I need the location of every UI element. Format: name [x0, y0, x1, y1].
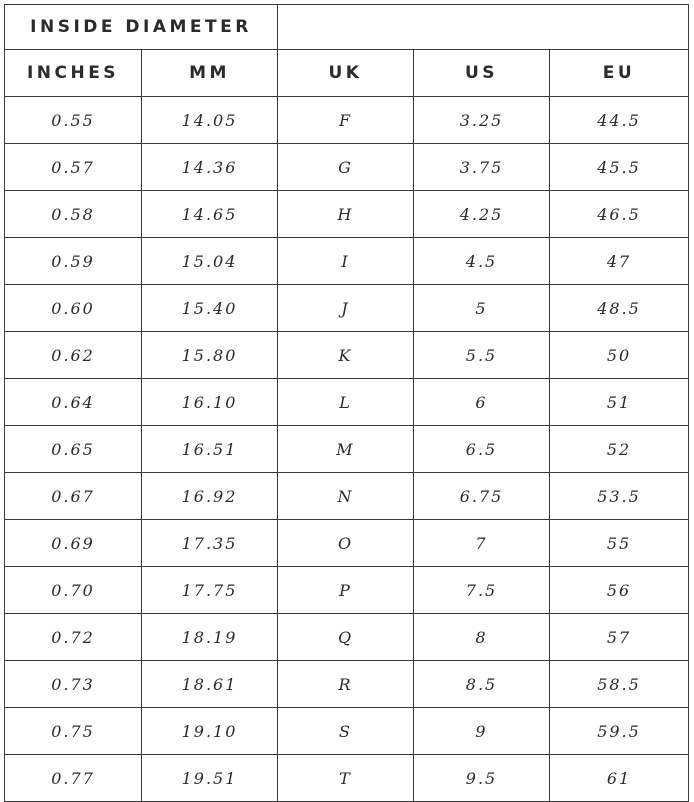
table-row: [5, 661, 689, 708]
cell-mm: 19.51: [142, 755, 278, 802]
cell-eu: 59.5: [550, 708, 689, 755]
ring-size-table: [4, 4, 689, 802]
cell-uk: M: [278, 426, 414, 473]
cell-mm: 14.05: [142, 97, 278, 144]
cell-mm: 18.61: [142, 661, 278, 708]
cell-mm: 16.92: [142, 473, 278, 520]
cell-inches: 0.77: [5, 755, 142, 802]
column-header-inches: INCHES: [5, 50, 142, 97]
table-row: [5, 238, 689, 285]
cell-mm: 16.10: [142, 379, 278, 426]
cell-uk: Q: [278, 614, 414, 661]
cell-uk: N: [278, 473, 414, 520]
table-row: [5, 332, 689, 379]
cell-inches: 0.70: [5, 567, 142, 614]
cell-inches: 0.59: [5, 238, 142, 285]
cell-eu: 52: [550, 426, 689, 473]
cell-mm: 19.10: [142, 708, 278, 755]
cell-uk: T: [278, 755, 414, 802]
cell-mm: 15.04: [142, 238, 278, 285]
cell-mm: 16.51: [142, 426, 278, 473]
column-header-eu: EU: [550, 50, 689, 97]
cell-eu: 55: [550, 520, 689, 567]
cell-inches: 0.62: [5, 332, 142, 379]
cell-us: 4.5: [414, 238, 550, 285]
table-row: [5, 614, 689, 661]
cell-us: 3.75: [414, 144, 550, 191]
cell-us: 8.5: [414, 661, 550, 708]
cell-us: 6: [414, 379, 550, 426]
cell-eu: 58.5: [550, 661, 689, 708]
table-row: [5, 97, 689, 144]
column-header-row: [5, 50, 689, 97]
cell-uk: G: [278, 144, 414, 191]
cell-eu: 57: [550, 614, 689, 661]
cell-us: 6.5: [414, 426, 550, 473]
cell-eu: 50: [550, 332, 689, 379]
cell-inches: 0.67: [5, 473, 142, 520]
table-row: [5, 567, 689, 614]
cell-inches: 0.57: [5, 144, 142, 191]
cell-inches: 0.69: [5, 520, 142, 567]
cell-us: 7.5: [414, 567, 550, 614]
table-row: [5, 426, 689, 473]
cell-us: 3.25: [414, 97, 550, 144]
column-header-us: US: [414, 50, 550, 97]
cell-us: 5: [414, 285, 550, 332]
cell-uk: L: [278, 379, 414, 426]
cell-eu: 53.5: [550, 473, 689, 520]
cell-eu: 51: [550, 379, 689, 426]
cell-mm: 14.36: [142, 144, 278, 191]
inside-diameter-header: INSIDE DIAMETER: [5, 5, 278, 50]
table-row: [5, 520, 689, 567]
cell-eu: 61: [550, 755, 689, 802]
cell-uk: J: [278, 285, 414, 332]
cell-eu: 48.5: [550, 285, 689, 332]
cell-inches: 0.60: [5, 285, 142, 332]
cell-eu: 46.5: [550, 191, 689, 238]
cell-inches: 0.75: [5, 708, 142, 755]
group-header-row: [5, 5, 689, 50]
cell-inches: 0.72: [5, 614, 142, 661]
cell-us: 9.5: [414, 755, 550, 802]
cell-us: 4.25: [414, 191, 550, 238]
cell-us: 7: [414, 520, 550, 567]
cell-eu: 56: [550, 567, 689, 614]
cell-uk: F: [278, 97, 414, 144]
cell-eu: 47: [550, 238, 689, 285]
cell-mm: 15.40: [142, 285, 278, 332]
cell-eu: 45.5: [550, 144, 689, 191]
cell-uk: R: [278, 661, 414, 708]
cell-us: 6.75: [414, 473, 550, 520]
cell-uk: I: [278, 238, 414, 285]
cell-mm: 15.80: [142, 332, 278, 379]
cell-inches: 0.73: [5, 661, 142, 708]
cell-inches: 0.64: [5, 379, 142, 426]
table-row: [5, 708, 689, 755]
cell-inches: 0.58: [5, 191, 142, 238]
cell-mm: 14.65: [142, 191, 278, 238]
column-header-mm: MM: [142, 50, 278, 97]
cell-uk: H: [278, 191, 414, 238]
column-header-uk: UK: [278, 50, 414, 97]
table-row: [5, 755, 689, 802]
table-row: [5, 191, 689, 238]
cell-uk: S: [278, 708, 414, 755]
cell-uk: O: [278, 520, 414, 567]
cell-inches: 0.55: [5, 97, 142, 144]
cell-uk: P: [278, 567, 414, 614]
cell-eu: 44.5: [550, 97, 689, 144]
cell-uk: K: [278, 332, 414, 379]
cell-mm: 17.35: [142, 520, 278, 567]
table-row: [5, 285, 689, 332]
table-body: [5, 97, 689, 802]
cell-mm: 18.19: [142, 614, 278, 661]
cell-inches: 0.65: [5, 426, 142, 473]
empty-header-cell: [278, 5, 689, 50]
cell-us: 5.5: [414, 332, 550, 379]
table-row: [5, 379, 689, 426]
cell-mm: 17.75: [142, 567, 278, 614]
cell-us: 8: [414, 614, 550, 661]
table-row: [5, 473, 689, 520]
table-row: [5, 144, 689, 191]
cell-us: 9: [414, 708, 550, 755]
